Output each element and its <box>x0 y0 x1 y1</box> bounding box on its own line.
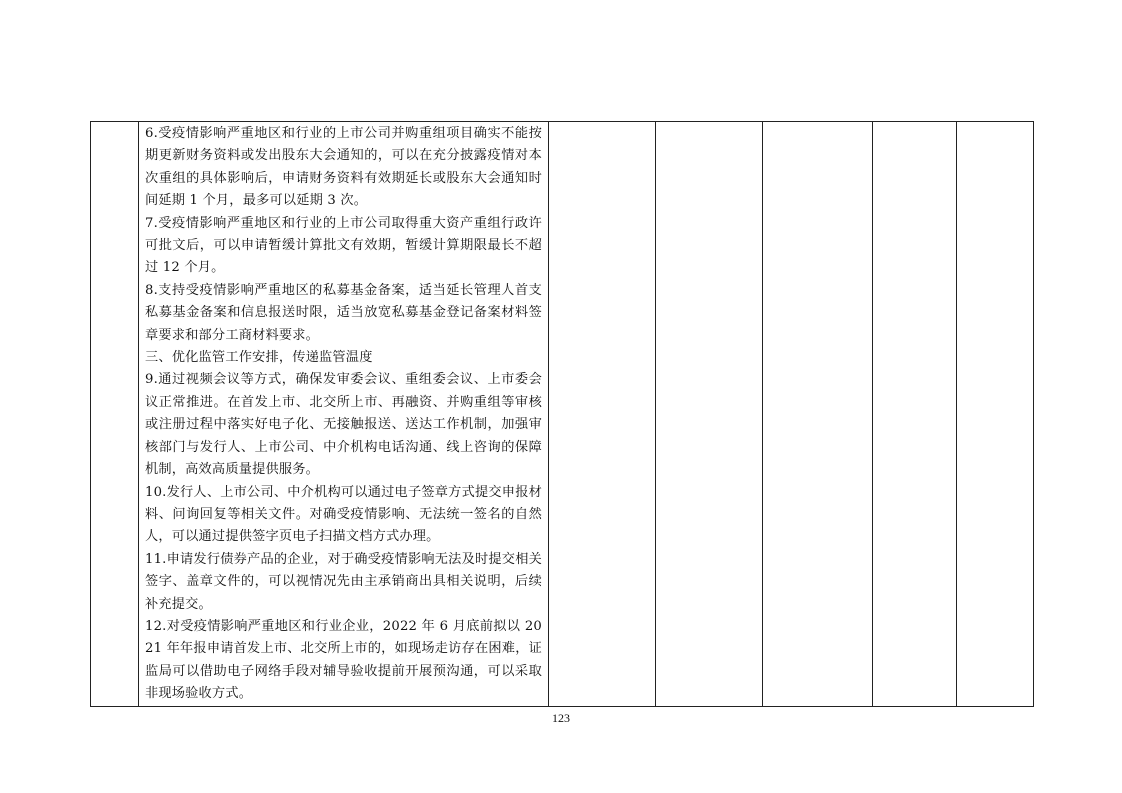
policy-table <box>90 121 1034 707</box>
page-number: 123 <box>552 711 570 725</box>
measure-paragraph-9: 9.通过视频会议等方式，确保发审委会议、重组委会议、上市委会议正常推进。在首发上市、北交所上市、再融资、并购重组等审核或注册过程中落实好电子化、无接触报送、送达工作机制，加强审核部门与发行人、上市公司、中介机构电话沟通、线上咨询的保障机制，高效高质量提供服务。 <box>145 372 542 478</box>
empty-cell-6 <box>873 122 957 707</box>
empty-cell-4 <box>656 122 763 707</box>
empty-cell-5 <box>763 122 873 707</box>
measures-text-cell <box>139 122 549 707</box>
measure-paragraph-11: 11.申请发行债券产品的企业，对于确受疫情影响无法及时提交相关签字、盖章文件的，可以视情况先由主承销商出具相关说明，后续补充提交。 <box>145 551 542 612</box>
measure-paragraph-12: 12.对受疫情影响严重地区和行业企业，2022 年 6 月底前拟以 2021 年年报申请首发上市、北交所上市的，如现场走访存在困难，证监局可以借助电子网络手段对辅导验收提前开展预沟通，可以采取非现场验收方式。 <box>145 618 542 702</box>
measure-paragraph-7: 7.受疫情影响严重地区和行业的上市公司取得重大资产重组行政许可批文后，可以申请暂缓计算批文有效期，暂缓计算期限最长不超过 12 个月。 <box>145 215 542 276</box>
measure-paragraph-6: 6.受疫情影响严重地区和行业的上市公司并购重组项目确实不能按期更新财务资料或发出股东大会通知的，可以在充分披露疫情对本次重组的具体影响后，申请财务资料有效期延长或股东大会通知时间延期 1 个月，最多可以延期 3 次。 <box>145 126 542 209</box>
table-row <box>91 122 1034 707</box>
index-cell <box>91 122 139 707</box>
empty-cell-3 <box>549 122 656 707</box>
measure-paragraph-10: 10.发行人、上市公司、中介机构可以通过电子签章方式提交申报材料、问询回复等相关文件。对确受疫情影响、无法统一签名的自然人，可以通过提供签字页电子扫描文档方式办理。 <box>145 484 542 545</box>
empty-cell-7 <box>957 122 1034 707</box>
measure-paragraph-8: 8.支持受疫情影响严重地区的私募基金备案，适当延长管理人首支私募基金备案和信息报送时限，适当放宽私募基金登记备案材料签章要求和部分工商材料要求。 <box>145 282 542 343</box>
section-heading-3: 三、优化监管工作安排，传递监管温度 <box>145 350 373 366</box>
